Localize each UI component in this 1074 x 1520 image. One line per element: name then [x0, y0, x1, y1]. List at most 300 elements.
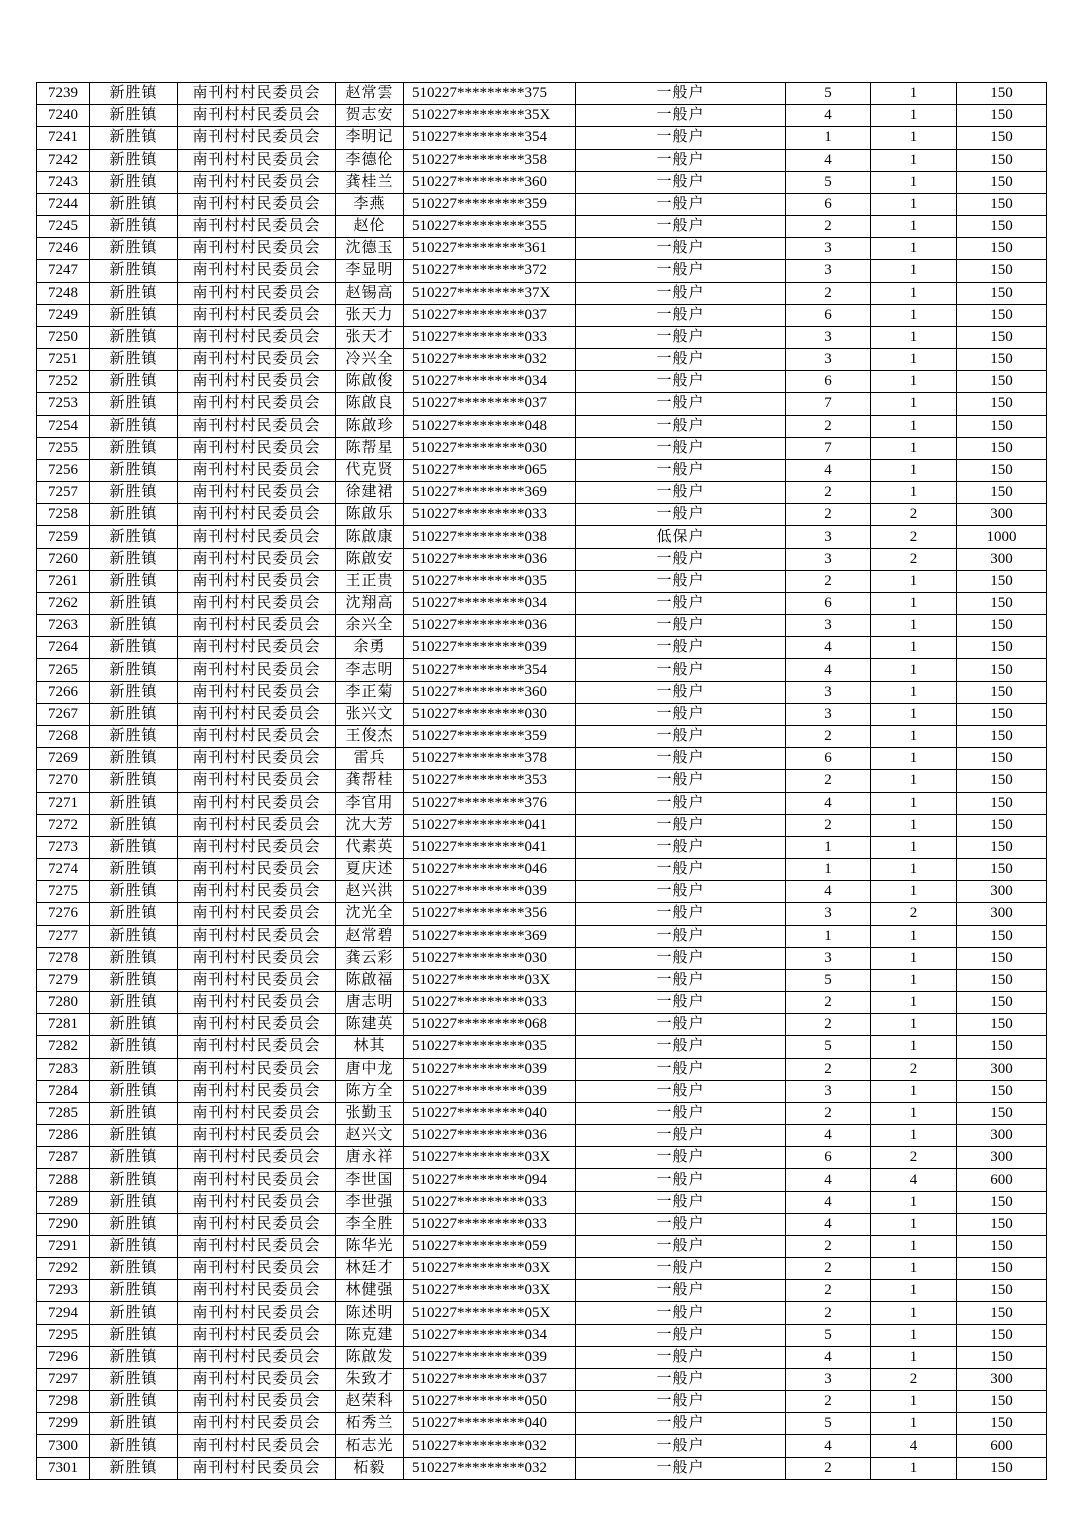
- name-cell: 赵荣科: [336, 1391, 404, 1413]
- name-cell: 赵伦: [336, 216, 404, 238]
- table-row: [37, 193, 1047, 215]
- household-type-cell: 一般户: [576, 1324, 786, 1346]
- row-number: 7280: [37, 992, 90, 1014]
- town-cell: 新胜镇: [90, 947, 178, 969]
- amount-cell: 150: [957, 592, 1047, 614]
- name-cell: 陈帮星: [336, 437, 404, 459]
- row-number: 7242: [37, 149, 90, 171]
- table-row: [37, 1280, 1047, 1302]
- id-number-cell: 510227*********094: [404, 1169, 576, 1191]
- town-cell: 新胜镇: [90, 1014, 178, 1036]
- table-row: [37, 1368, 1047, 1390]
- id-number-cell: 510227*********034: [404, 592, 576, 614]
- row-number: 7269: [37, 748, 90, 770]
- household-size-cell: 2: [786, 770, 871, 792]
- count-cell: 1: [871, 836, 957, 858]
- village-committee-cell: 南刊村村民委员会: [178, 637, 336, 659]
- household-subsidy-table: [36, 82, 1047, 1480]
- count-cell: 1: [871, 216, 957, 238]
- town-cell: 新胜镇: [90, 925, 178, 947]
- id-number-cell: 510227*********375: [404, 83, 576, 105]
- village-committee-cell: 南刊村村民委员会: [178, 1014, 336, 1036]
- table-row: [37, 592, 1047, 614]
- id-number-cell: 510227*********37X: [404, 282, 576, 304]
- household-type-cell: 一般户: [576, 393, 786, 415]
- household-type-cell: 一般户: [576, 1457, 786, 1479]
- household-size-cell: 2: [786, 282, 871, 304]
- town-cell: 新胜镇: [90, 592, 178, 614]
- count-cell: 1: [871, 238, 957, 260]
- town-cell: 新胜镇: [90, 437, 178, 459]
- household-size-cell: 1: [786, 925, 871, 947]
- table-row: [37, 1457, 1047, 1479]
- row-number: 7291: [37, 1235, 90, 1257]
- id-number-cell: 510227*********059: [404, 1235, 576, 1257]
- amount-cell: 300: [957, 1368, 1047, 1390]
- table-row: [37, 504, 1047, 526]
- row-number: 7292: [37, 1258, 90, 1280]
- id-number-cell: 510227*********048: [404, 415, 576, 437]
- village-committee-cell: 南刊村村民委员会: [178, 1147, 336, 1169]
- amount-cell: 300: [957, 1125, 1047, 1147]
- table-row: [37, 836, 1047, 858]
- count-cell: 1: [871, 83, 957, 105]
- amount-cell: 150: [957, 216, 1047, 238]
- amount-cell: 150: [957, 1080, 1047, 1102]
- row-number: 7278: [37, 947, 90, 969]
- table-row: [37, 1147, 1047, 1169]
- town-cell: 新胜镇: [90, 1169, 178, 1191]
- count-cell: 1: [871, 171, 957, 193]
- household-size-cell: 2: [786, 1391, 871, 1413]
- count-cell: 1: [871, 149, 957, 171]
- household-size-cell: 6: [786, 748, 871, 770]
- name-cell: 陈啟发: [336, 1346, 404, 1368]
- table-body: [37, 83, 1047, 1480]
- name-cell: 赵兴洪: [336, 881, 404, 903]
- table-row: [37, 127, 1047, 149]
- row-number: 7296: [37, 1346, 90, 1368]
- id-number-cell: 510227*********040: [404, 1413, 576, 1435]
- amount-cell: 150: [957, 415, 1047, 437]
- household-type-cell: 一般户: [576, 171, 786, 193]
- id-number-cell: 510227*********354: [404, 127, 576, 149]
- row-number: 7265: [37, 659, 90, 681]
- town-cell: 新胜镇: [90, 992, 178, 1014]
- village-committee-cell: 南刊村村民委员会: [178, 238, 336, 260]
- count-cell: 1: [871, 326, 957, 348]
- row-number: 7261: [37, 570, 90, 592]
- town-cell: 新胜镇: [90, 193, 178, 215]
- table-row: [37, 282, 1047, 304]
- village-committee-cell: 南刊村村民委员会: [178, 1280, 336, 1302]
- id-number-cell: 510227*********039: [404, 881, 576, 903]
- village-committee-cell: 南刊村村民委员会: [178, 260, 336, 282]
- row-number: 7239: [37, 83, 90, 105]
- amount-cell: 150: [957, 748, 1047, 770]
- name-cell: 李志明: [336, 659, 404, 681]
- table-row: [37, 1036, 1047, 1058]
- town-cell: 新胜镇: [90, 615, 178, 637]
- name-cell: 李世强: [336, 1191, 404, 1213]
- amount-cell: 150: [957, 725, 1047, 747]
- household-size-cell: 3: [786, 548, 871, 570]
- household-type-cell: 一般户: [576, 859, 786, 881]
- table-row: [37, 770, 1047, 792]
- table-row: [37, 171, 1047, 193]
- village-committee-cell: 南刊村村民委员会: [178, 1324, 336, 1346]
- row-number: 7250: [37, 326, 90, 348]
- count-cell: 2: [871, 526, 957, 548]
- row-number: 7255: [37, 437, 90, 459]
- name-cell: 陈啟俊: [336, 371, 404, 393]
- village-committee-cell: 南刊村村民委员会: [178, 326, 336, 348]
- name-cell: 李明记: [336, 127, 404, 149]
- village-committee-cell: 南刊村村民委员会: [178, 903, 336, 925]
- row-number: 7295: [37, 1324, 90, 1346]
- table-row: [37, 681, 1047, 703]
- household-type-cell: 一般户: [576, 1435, 786, 1457]
- amount-cell: 150: [957, 1302, 1047, 1324]
- row-number: 7245: [37, 216, 90, 238]
- count-cell: 1: [871, 1324, 957, 1346]
- count-cell: 2: [871, 903, 957, 925]
- row-number: 7281: [37, 1014, 90, 1036]
- id-number-cell: 510227*********032: [404, 1435, 576, 1457]
- table-row: [37, 637, 1047, 659]
- count-cell: 2: [871, 548, 957, 570]
- table-row: [37, 859, 1047, 881]
- village-committee-cell: 南刊村村民委员会: [178, 193, 336, 215]
- household-size-cell: 3: [786, 1368, 871, 1390]
- table-row: [37, 1169, 1047, 1191]
- household-type-cell: 一般户: [576, 482, 786, 504]
- village-committee-cell: 南刊村村民委员会: [178, 703, 336, 725]
- village-committee-cell: 南刊村村民委员会: [178, 681, 336, 703]
- village-committee-cell: 南刊村村民委员会: [178, 526, 336, 548]
- name-cell: 唐永祥: [336, 1147, 404, 1169]
- town-cell: 新胜镇: [90, 548, 178, 570]
- town-cell: 新胜镇: [90, 1391, 178, 1413]
- count-cell: 2: [871, 1058, 957, 1080]
- row-number: 7241: [37, 127, 90, 149]
- household-size-cell: 2: [786, 504, 871, 526]
- household-size-cell: 4: [786, 459, 871, 481]
- count-cell: 1: [871, 127, 957, 149]
- table-row: [37, 570, 1047, 592]
- id-number-cell: 510227*********037: [404, 393, 576, 415]
- amount-cell: 150: [957, 925, 1047, 947]
- household-size-cell: 1: [786, 859, 871, 881]
- village-committee-cell: 南刊村村民委员会: [178, 615, 336, 637]
- name-cell: 张勤玉: [336, 1102, 404, 1124]
- name-cell: 张天才: [336, 326, 404, 348]
- village-committee-cell: 南刊村村民委员会: [178, 947, 336, 969]
- id-number-cell: 510227*********040: [404, 1102, 576, 1124]
- village-committee-cell: 南刊村村民委员会: [178, 748, 336, 770]
- household-size-cell: 3: [786, 903, 871, 925]
- table-row: [37, 725, 1047, 747]
- household-size-cell: 2: [786, 1014, 871, 1036]
- village-committee-cell: 南刊村村民委员会: [178, 171, 336, 193]
- table-row: [37, 437, 1047, 459]
- village-committee-cell: 南刊村村民委员会: [178, 1213, 336, 1235]
- row-number: 7301: [37, 1457, 90, 1479]
- town-cell: 新胜镇: [90, 1125, 178, 1147]
- household-type-cell: 一般户: [576, 725, 786, 747]
- village-committee-cell: 南刊村村民委员会: [178, 592, 336, 614]
- household-type-cell: 一般户: [576, 1258, 786, 1280]
- id-number-cell: 510227*********033: [404, 1191, 576, 1213]
- id-number-cell: 510227*********046: [404, 859, 576, 881]
- id-number-cell: 510227*********358: [404, 149, 576, 171]
- household-size-cell: 3: [786, 349, 871, 371]
- name-cell: 陈啟安: [336, 548, 404, 570]
- household-type-cell: 一般户: [576, 415, 786, 437]
- village-committee-cell: 南刊村村民委员会: [178, 1413, 336, 1435]
- amount-cell: 150: [957, 1235, 1047, 1257]
- household-type-cell: 一般户: [576, 1280, 786, 1302]
- town-cell: 新胜镇: [90, 1058, 178, 1080]
- name-cell: 陈克建: [336, 1324, 404, 1346]
- name-cell: 陈建英: [336, 1014, 404, 1036]
- household-type-cell: 一般户: [576, 326, 786, 348]
- amount-cell: 150: [957, 570, 1047, 592]
- household-size-cell: 6: [786, 193, 871, 215]
- amount-cell: 150: [957, 947, 1047, 969]
- count-cell: 1: [871, 304, 957, 326]
- id-number-cell: 510227*********039: [404, 1080, 576, 1102]
- household-type-cell: 一般户: [576, 1147, 786, 1169]
- amount-cell: 150: [957, 615, 1047, 637]
- village-committee-cell: 南刊村村民委员会: [178, 770, 336, 792]
- name-cell: 李全胜: [336, 1213, 404, 1235]
- count-cell: 1: [871, 415, 957, 437]
- household-size-cell: 6: [786, 304, 871, 326]
- household-size-cell: 2: [786, 482, 871, 504]
- id-number-cell: 510227*********378: [404, 748, 576, 770]
- amount-cell: 150: [957, 1036, 1047, 1058]
- count-cell: 1: [871, 459, 957, 481]
- town-cell: 新胜镇: [90, 526, 178, 548]
- town-cell: 新胜镇: [90, 149, 178, 171]
- table-row: [37, 1213, 1047, 1235]
- id-number-cell: 510227*********032: [404, 1457, 576, 1479]
- name-cell: 陈方全: [336, 1080, 404, 1102]
- household-type-cell: 一般户: [576, 615, 786, 637]
- name-cell: 柘毅: [336, 1457, 404, 1479]
- household-type-cell: 一般户: [576, 1391, 786, 1413]
- household-size-cell: 1: [786, 127, 871, 149]
- count-cell: 1: [871, 371, 957, 393]
- id-number-cell: 510227*********355: [404, 216, 576, 238]
- row-number: 7266: [37, 681, 90, 703]
- row-number: 7298: [37, 1391, 90, 1413]
- village-committee-cell: 南刊村村民委员会: [178, 1346, 336, 1368]
- id-number-cell: 510227*********353: [404, 770, 576, 792]
- table-row: [37, 881, 1047, 903]
- amount-cell: 150: [957, 1014, 1047, 1036]
- household-type-cell: 一般户: [576, 1036, 786, 1058]
- town-cell: 新胜镇: [90, 792, 178, 814]
- name-cell: 李燕: [336, 193, 404, 215]
- amount-cell: 150: [957, 1191, 1047, 1213]
- id-number-cell: 510227*********354: [404, 659, 576, 681]
- name-cell: 龚云彩: [336, 947, 404, 969]
- table-row: [37, 1014, 1047, 1036]
- household-type-cell: 一般户: [576, 770, 786, 792]
- town-cell: 新胜镇: [90, 1258, 178, 1280]
- household-type-cell: 一般户: [576, 1191, 786, 1213]
- village-committee-cell: 南刊村村民委员会: [178, 504, 336, 526]
- name-cell: 徐建裙: [336, 482, 404, 504]
- village-committee-cell: 南刊村村民委员会: [178, 1169, 336, 1191]
- row-number: 7286: [37, 1125, 90, 1147]
- table-row: [37, 1413, 1047, 1435]
- id-number-cell: 510227*********030: [404, 437, 576, 459]
- id-number-cell: 510227*********360: [404, 171, 576, 193]
- town-cell: 新胜镇: [90, 1324, 178, 1346]
- town-cell: 新胜镇: [90, 127, 178, 149]
- table-row: [37, 1391, 1047, 1413]
- id-number-cell: 510227*********033: [404, 992, 576, 1014]
- row-number: 7290: [37, 1213, 90, 1235]
- name-cell: 陈啟福: [336, 969, 404, 991]
- household-type-cell: 一般户: [576, 1346, 786, 1368]
- name-cell: 陈述明: [336, 1302, 404, 1324]
- household-type-cell: 一般户: [576, 149, 786, 171]
- town-cell: 新胜镇: [90, 725, 178, 747]
- village-committee-cell: 南刊村村民委员会: [178, 992, 336, 1014]
- id-number-cell: 510227*********030: [404, 703, 576, 725]
- count-cell: 1: [871, 1346, 957, 1368]
- row-number: 7299: [37, 1413, 90, 1435]
- name-cell: 陈啟乐: [336, 504, 404, 526]
- table-row: [37, 792, 1047, 814]
- table-row: [37, 1324, 1047, 1346]
- amount-cell: 150: [957, 1213, 1047, 1235]
- amount-cell: 150: [957, 1413, 1047, 1435]
- amount-cell: 600: [957, 1435, 1047, 1457]
- table-row: [37, 1235, 1047, 1257]
- row-number: 7277: [37, 925, 90, 947]
- village-committee-cell: 南刊村村民委员会: [178, 859, 336, 881]
- row-number: 7252: [37, 371, 90, 393]
- table-row: [37, 1346, 1047, 1368]
- town-cell: 新胜镇: [90, 415, 178, 437]
- name-cell: 冷兴全: [336, 349, 404, 371]
- household-type-cell: 一般户: [576, 1368, 786, 1390]
- count-cell: 2: [871, 504, 957, 526]
- household-size-cell: 4: [786, 1125, 871, 1147]
- town-cell: 新胜镇: [90, 171, 178, 193]
- table-row: [37, 1125, 1047, 1147]
- id-number-cell: 510227*********03X: [404, 969, 576, 991]
- household-type-cell: 一般户: [576, 836, 786, 858]
- village-committee-cell: 南刊村村民委员会: [178, 1302, 336, 1324]
- household-size-cell: 3: [786, 615, 871, 637]
- row-number: 7251: [37, 349, 90, 371]
- amount-cell: 150: [957, 304, 1047, 326]
- town-cell: 新胜镇: [90, 282, 178, 304]
- id-number-cell: 510227*********376: [404, 792, 576, 814]
- row-number: 7249: [37, 304, 90, 326]
- table-row: [37, 903, 1047, 925]
- village-committee-cell: 南刊村村民委员会: [178, 459, 336, 481]
- household-size-cell: 5: [786, 1036, 871, 1058]
- amount-cell: 150: [957, 371, 1047, 393]
- household-type-cell: 一般户: [576, 1058, 786, 1080]
- household-type-cell: 一般户: [576, 304, 786, 326]
- household-type-cell: 一般户: [576, 371, 786, 393]
- household-size-cell: 1: [786, 836, 871, 858]
- id-number-cell: 510227*********034: [404, 371, 576, 393]
- household-type-cell: 一般户: [576, 792, 786, 814]
- id-number-cell: 510227*********03X: [404, 1280, 576, 1302]
- household-type-cell: 一般户: [576, 1169, 786, 1191]
- id-number-cell: 510227*********039: [404, 1346, 576, 1368]
- village-committee-cell: 南刊村村民委员会: [178, 393, 336, 415]
- village-committee-cell: 南刊村村民委员会: [178, 415, 336, 437]
- row-number: 7259: [37, 526, 90, 548]
- town-cell: 新胜镇: [90, 859, 178, 881]
- count-cell: 1: [871, 615, 957, 637]
- household-type-cell: 一般户: [576, 637, 786, 659]
- household-type-cell: 一般户: [576, 437, 786, 459]
- id-number-cell: 510227*********037: [404, 304, 576, 326]
- village-committee-cell: 南刊村村民委员会: [178, 836, 336, 858]
- household-size-cell: 2: [786, 1258, 871, 1280]
- name-cell: 龚桂兰: [336, 171, 404, 193]
- household-size-cell: 2: [786, 725, 871, 747]
- id-number-cell: 510227*********041: [404, 814, 576, 836]
- town-cell: 新胜镇: [90, 1235, 178, 1257]
- town-cell: 新胜镇: [90, 903, 178, 925]
- row-number: 7267: [37, 703, 90, 725]
- name-cell: 王正贵: [336, 570, 404, 592]
- name-cell: 沈光全: [336, 903, 404, 925]
- village-committee-cell: 南刊村村民委员会: [178, 1125, 336, 1147]
- count-cell: 1: [871, 1235, 957, 1257]
- name-cell: 赵锡高: [336, 282, 404, 304]
- town-cell: 新胜镇: [90, 681, 178, 703]
- household-size-cell: 5: [786, 1413, 871, 1435]
- amount-cell: 150: [957, 770, 1047, 792]
- id-number-cell: 510227*********03X: [404, 1258, 576, 1280]
- count-cell: 1: [871, 881, 957, 903]
- table-row: [37, 615, 1047, 637]
- id-number-cell: 510227*********033: [404, 504, 576, 526]
- amount-cell: 150: [957, 326, 1047, 348]
- row-number: 7276: [37, 903, 90, 925]
- village-committee-cell: 南刊村村民委员会: [178, 83, 336, 105]
- id-number-cell: 510227*********033: [404, 326, 576, 348]
- amount-cell: 150: [957, 459, 1047, 481]
- town-cell: 新胜镇: [90, 105, 178, 127]
- amount-cell: 150: [957, 1324, 1047, 1346]
- village-committee-cell: 南刊村村民委员会: [178, 925, 336, 947]
- row-number: 7284: [37, 1080, 90, 1102]
- table-row: [37, 304, 1047, 326]
- amount-cell: 150: [957, 969, 1047, 991]
- amount-cell: 300: [957, 548, 1047, 570]
- household-type-cell: 一般户: [576, 1014, 786, 1036]
- id-number-cell: 510227*********03X: [404, 1147, 576, 1169]
- table-row: [37, 1080, 1047, 1102]
- row-number: 7264: [37, 637, 90, 659]
- town-cell: 新胜镇: [90, 1191, 178, 1213]
- name-cell: 代克贤: [336, 459, 404, 481]
